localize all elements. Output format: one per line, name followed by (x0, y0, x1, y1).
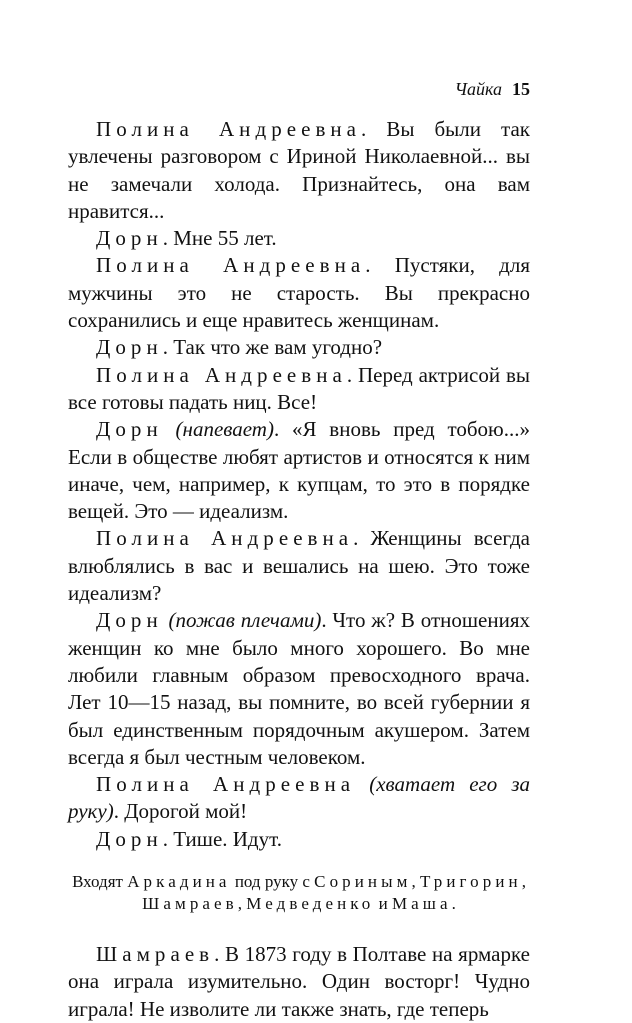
stage-word: под руку с (234, 872, 310, 892)
speaker-name: Полина Андреевна (96, 772, 356, 797)
dialogue-line (68, 525, 530, 607)
line-text: . Дорогой мой! (113, 799, 248, 824)
speaker-name: Шамраев (96, 942, 215, 967)
line-text: . Пустяки, для мужчины это не старость. Вы прекрасно сохранились и еще нравитесь женщинам. (68, 253, 530, 333)
book-page (68, 78, 530, 1023)
character-name: Медведенко (246, 894, 375, 914)
speaker-name: Дорн (96, 335, 163, 360)
dialogue-line (68, 416, 530, 525)
speaker-name: Дорн (96, 826, 163, 851)
speaker-name: Полина Андреевна (96, 117, 362, 141)
running-title: Чайка (454, 79, 502, 99)
dialogue-line (68, 941, 530, 1023)
speaker-name: Полина Андреевна (96, 253, 366, 278)
dialogue-line (68, 826, 530, 853)
speaker-name: Дорн (96, 226, 163, 251)
speaker-name: Дорн (96, 608, 163, 633)
dialogue-line (68, 252, 530, 334)
dialogue-line (68, 334, 530, 361)
stage-word: , (411, 872, 416, 892)
stage-direction-inline: (напевает) (175, 417, 274, 442)
line-text: . «Я вновь пред тобою...» Если в обществе любят артистов и относятся к ним иначе, чем, например, к купцам, то это в порядке вещей. Это — идеализм. (68, 417, 530, 524)
stage-word: , (521, 872, 526, 892)
play-text-continued (68, 941, 530, 1023)
stage-direction-inline: (пожав плечами) (168, 608, 322, 633)
line-text: . Мне 55 лет. (162, 226, 277, 251)
line-text: . Так что же вам угодно? (162, 335, 383, 360)
dialogue-line (68, 771, 530, 826)
speaker-name: Полина Андреевна (96, 526, 354, 551)
line-text: . Что ж? В отношениях женщин ко мне было много хорошего. Во мне любили главным образом превосходного врача. Лет 10—15 назад, вы помните, во всей губернии я был единственным порядочным акушером. Затем всегда я был честным человеком. (68, 608, 530, 769)
line-text: . Тише. Идут. (162, 826, 282, 851)
line-text: . Перед актрисой вы все готовы падать ниц. Все! (68, 362, 530, 414)
character-name: Аркадина (127, 872, 231, 892)
speaker-name: Полина Андреевна (96, 362, 347, 387)
dialogue-line (68, 607, 530, 771)
play-text (68, 116, 530, 853)
stage-word: Входят (72, 872, 123, 892)
stage-word: , (237, 894, 243, 914)
character-name: Тригорин (419, 872, 522, 892)
dialogue-line (68, 116, 530, 225)
dialogue-line (68, 225, 530, 252)
line-text: . Женщины всегда влюблялись в вас и вешались на шею. Это тоже идеализм? (68, 526, 531, 606)
line-text: . Вы были так увлечены разговором с Ириной Николаевной... вы не замечали холода. Признайтесь, она вам нравится... (68, 117, 530, 223)
running-header (68, 78, 530, 100)
stage-direction (68, 871, 530, 915)
character-name: Сориным (314, 872, 412, 892)
stage-direction-inline: (хватает его за руку) (68, 772, 531, 824)
page-number: 15 (512, 79, 530, 99)
dialogue-line (68, 362, 530, 417)
stage-word: . (451, 894, 456, 914)
stage-word: и (378, 894, 388, 914)
character-name: Маша (391, 894, 452, 914)
line-text: . В 1873 году в Полтаве на ярмарке она играла изумительно. Один восторг! Чудно играла! Не изволите ли также знать, где теперь (68, 942, 530, 1021)
character-name: Шамраев (142, 894, 238, 914)
speaker-name: Дорн (96, 417, 163, 442)
